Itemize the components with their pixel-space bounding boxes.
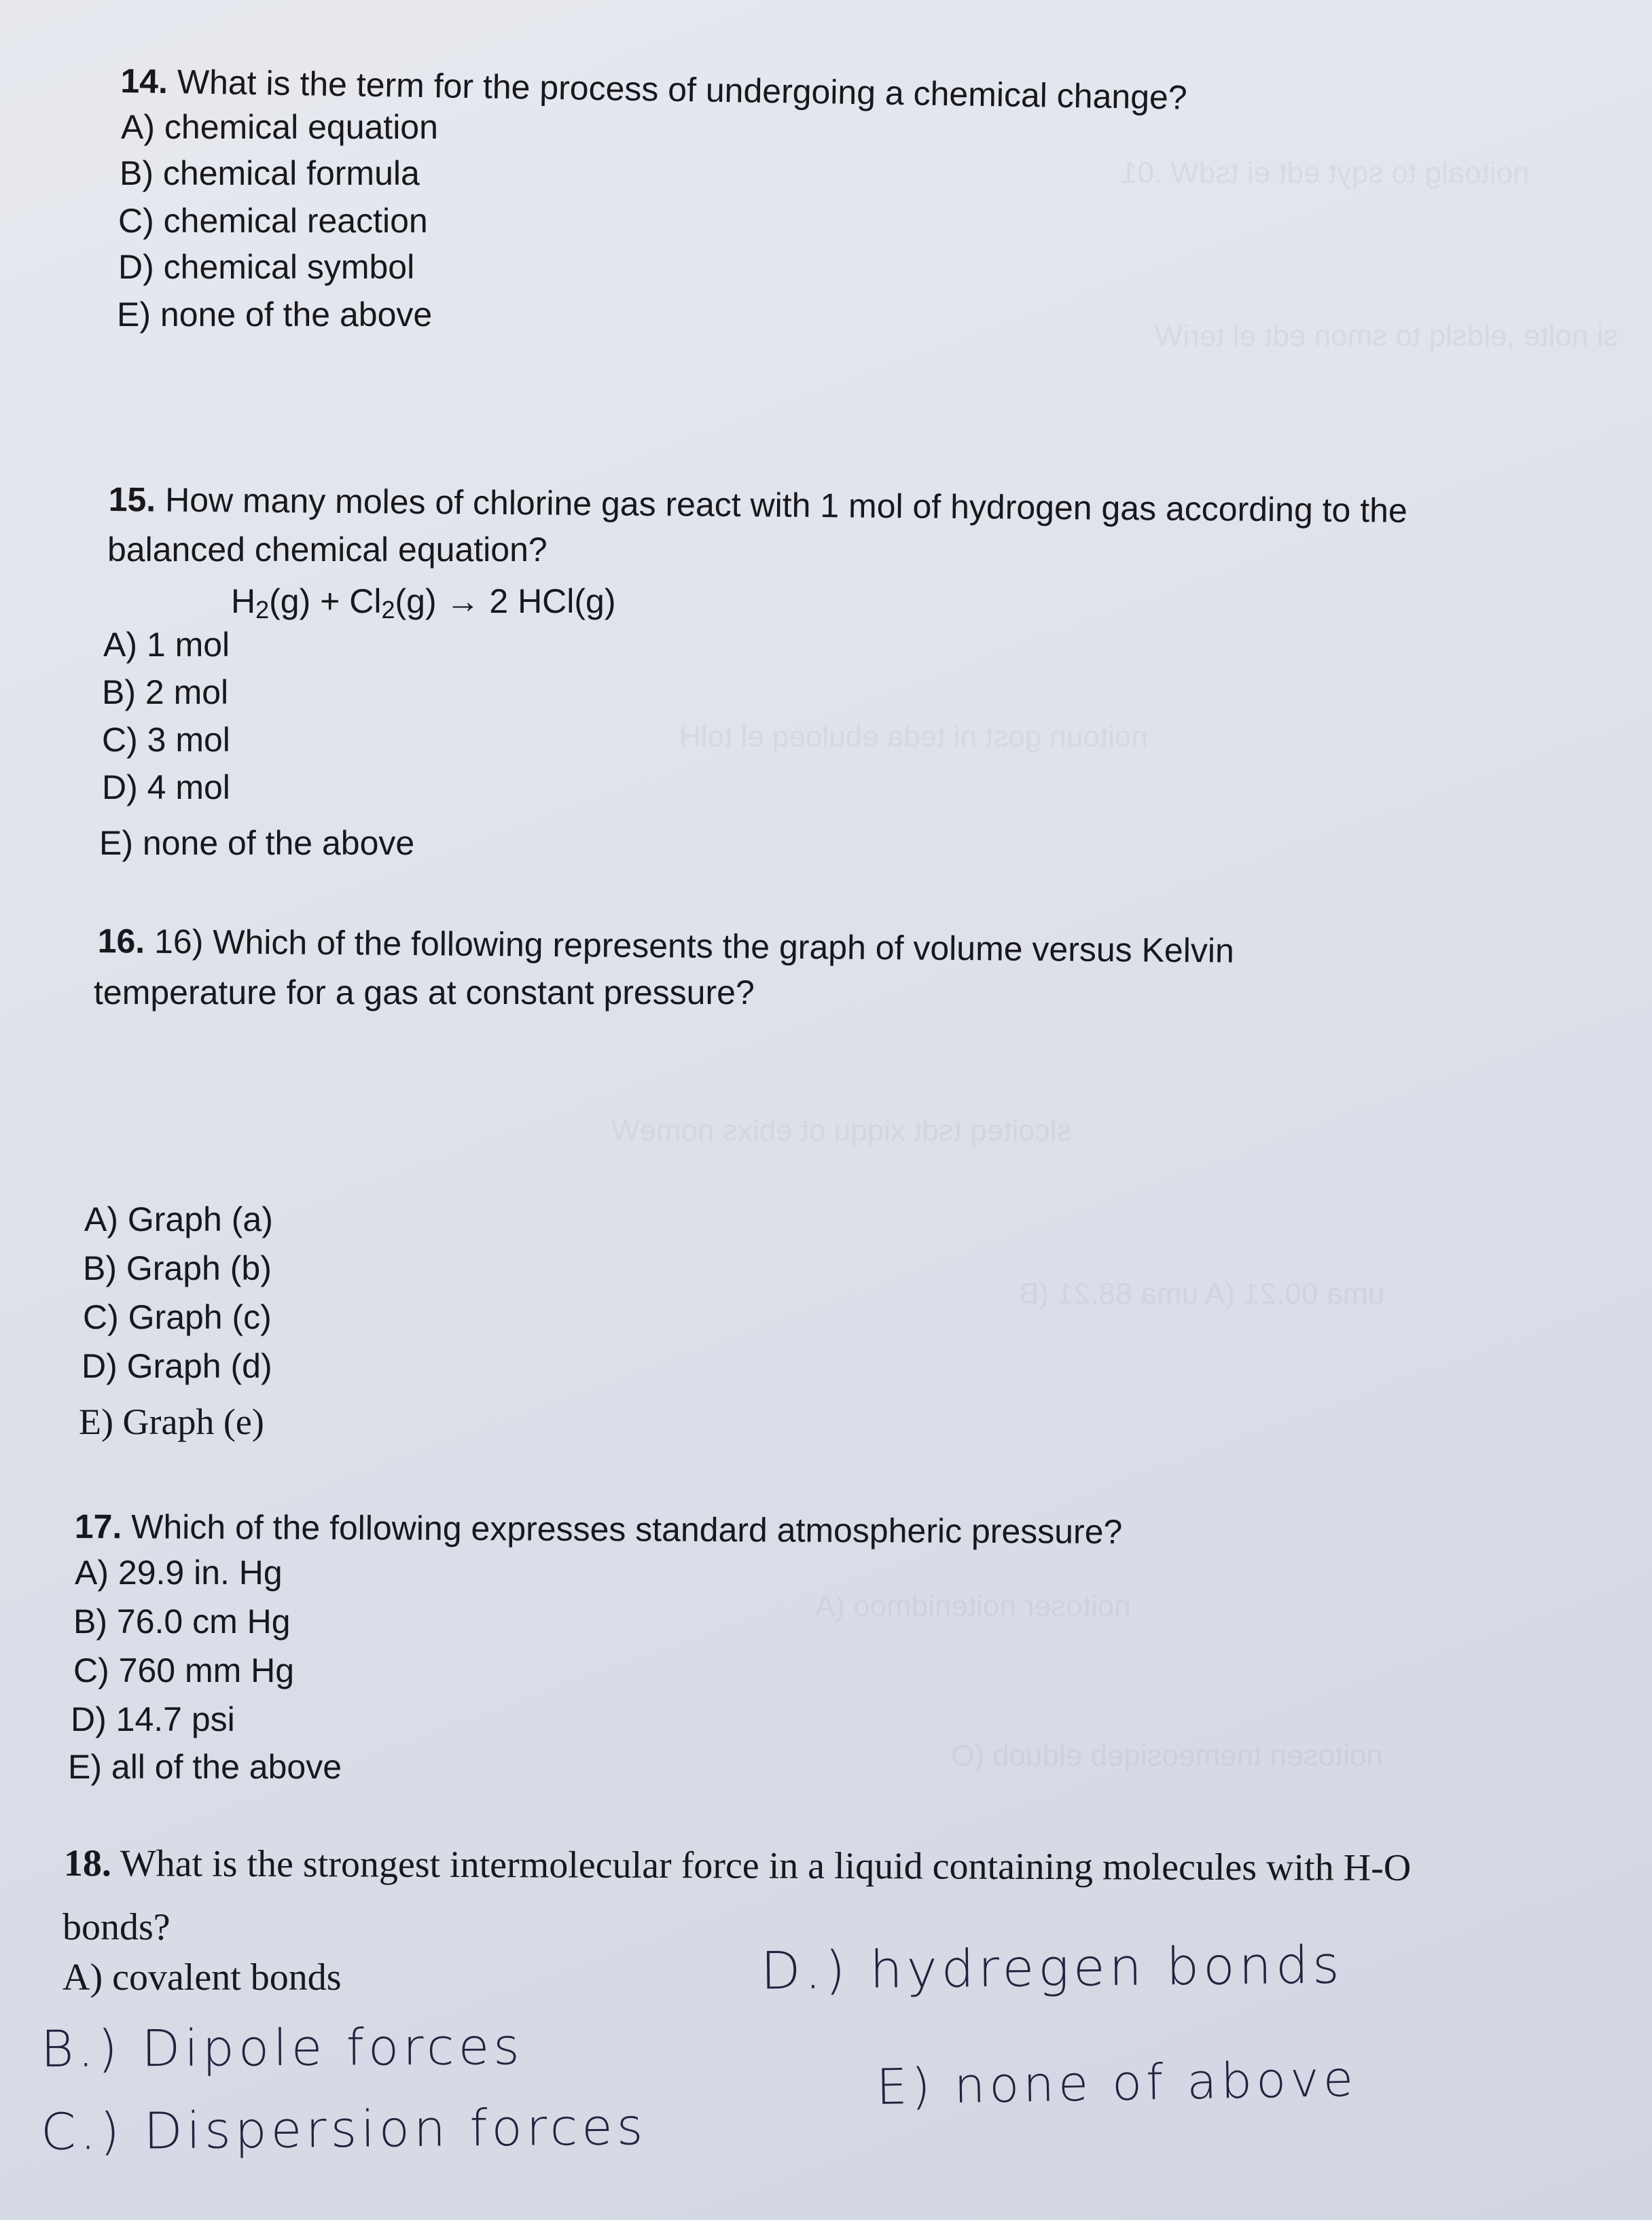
handwritten-option-d: D.) hydregen bonds [760, 1934, 1344, 2001]
option-b: B) chemical formula [120, 154, 420, 192]
option-c: C) Graph (c) [83, 1298, 272, 1336]
option-c: C) chemical reaction [118, 202, 428, 240]
question-text-line1: What is the strongest intermolecular force in a liquid containing molecules with H-O [120, 1842, 1412, 1889]
question-17 [75, 1504, 1123, 1554]
option-b: B) 2 mol [102, 673, 229, 711]
question-15 [108, 477, 1407, 533]
chemical-equation: H2(g) + Cl2(g) → 2 HCl(g) [231, 582, 616, 624]
question-number: 14. [120, 61, 168, 101]
option-d: D) Graph (d) [82, 1347, 272, 1385]
question-number: 15. [108, 480, 156, 519]
option-a: A) Graph (a) [84, 1200, 273, 1238]
option-c: C) 760 mm Hg [73, 1651, 295, 1689]
option-c: C) 3 mol [102, 721, 230, 759]
option-a: A) 1 mol [103, 626, 230, 664]
option-e: E) Graph (e) [79, 1401, 264, 1442]
option-a-printed: A) covalent bonds [62, 1956, 342, 1999]
option-b: B) 76.0 cm Hg [73, 1603, 291, 1641]
option-b: B) Graph (b) [83, 1249, 272, 1287]
handwritten-option-b: B.) Dipole forces [40, 2018, 524, 2079]
option-e: E) all of the above [68, 1748, 342, 1786]
option-a: A) chemical equation [121, 108, 438, 146]
question-number: 16. [97, 921, 145, 961]
handwritten-option-c: C.) Dispersion forces [40, 2098, 647, 2162]
question-16 [97, 918, 1234, 973]
option-e: E) none of the above [117, 296, 433, 334]
option-e: E) none of the above [99, 824, 415, 862]
question-number: 18. [63, 1842, 111, 1885]
option-d: D) chemical symbol [118, 248, 415, 286]
question-15-line2: balanced chemical equation? [107, 531, 547, 569]
question-text: What is the term for the process of undergoing a chemical change? [177, 62, 1188, 117]
option-d: D) 14.7 psi [71, 1700, 235, 1738]
option-d: D) 4 mol [102, 768, 230, 806]
question-text: Which of the following expresses standard atmospheric pressure? [131, 1507, 1123, 1552]
question-18 [64, 1841, 1412, 1891]
question-16-line2: temperature for a gas at constant pressure? [94, 973, 755, 1011]
handwritten-option-e: E) none of above [876, 2049, 1358, 2116]
question-18-line2: bonds? [62, 1906, 170, 1948]
question-number: 17. [74, 1507, 122, 1546]
question-text-line1: How many moles of chlorine gas react with 1 mol of hydrogen gas according to the [164, 480, 1408, 530]
question-text-line1: 16) Which of the following represents the graph of volume versus Kelvin [154, 922, 1235, 970]
option-a: A) 29.9 in. Hg [75, 1554, 283, 1592]
